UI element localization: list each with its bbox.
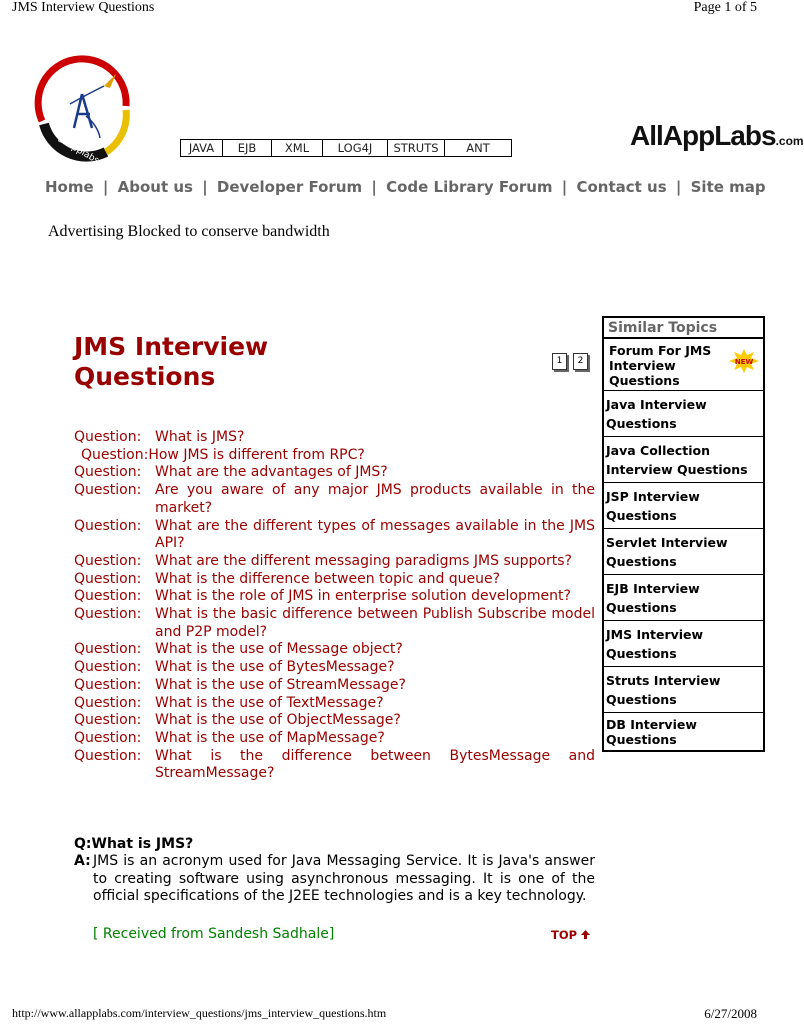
sidebar-item-forum-jms[interactable]: [604, 339, 763, 391]
question-label: Question:: [74, 552, 142, 569]
question-label: Question:: [74, 729, 142, 746]
nav-home[interactable]: Home: [45, 178, 94, 196]
nav-separator: |: [675, 178, 682, 196]
page-navigation: [552, 353, 588, 370]
question-text: What is JMS?: [155, 429, 245, 445]
question-link[interactable]: [74, 677, 595, 695]
sidebar-item-java[interactable]: Java Interview Questions: [604, 391, 763, 437]
question-link[interactable]: [74, 588, 595, 606]
question-link[interactable]: [74, 429, 595, 447]
page-1-icon[interactable]: 1: [552, 353, 567, 370]
top-link[interactable]: [551, 928, 590, 942]
question-text: What are the advantages of JMS?: [155, 464, 388, 481]
new-badge-label: NEW: [734, 358, 754, 366]
question-link[interactable]: [74, 748, 595, 783]
question-link[interactable]: [74, 482, 595, 517]
brand-name: AllAppLabs: [630, 120, 776, 151]
top-label: TOP: [551, 928, 578, 942]
question-label: Question:: [74, 659, 142, 676]
question-text: What is the basic difference between Publish Subscribe model and P2P model?: [155, 606, 595, 640]
page-title: [74, 332, 334, 392]
nav-code-library-forum[interactable]: Code Library Forum: [386, 178, 553, 196]
question-text: What is the use of ObjectMessage?: [155, 712, 401, 729]
print-page-number: Page 1 of 5: [693, 0, 757, 15]
question-link[interactable]: [74, 553, 595, 571]
nav-separator: |: [561, 178, 568, 196]
question-link[interactable]: [74, 464, 595, 482]
sidebar-item-jsp[interactable]: JSP Interview Questions: [604, 483, 763, 529]
question-label: Question:: [74, 570, 142, 587]
question-label: Question:: [74, 641, 142, 658]
page-title-line2: Questions: [74, 362, 216, 391]
allapplabs-logo[interactable]: [34, 66, 134, 167]
tab-java[interactable]: JAVA: [181, 140, 223, 156]
nav-contact-us[interactable]: Contact us: [576, 178, 667, 196]
nav-separator: |: [371, 178, 377, 196]
question-label: Question:: [81, 446, 149, 463]
question-text: What are the different types of messages available in the JMS API?: [155, 517, 595, 552]
sidebar-item-java-collection[interactable]: Java Collection Interview Questions: [604, 437, 763, 483]
page-2-icon[interactable]: 2: [573, 353, 588, 370]
question-label: Question:: [74, 429, 142, 445]
tab-log4j[interactable]: LOG4J: [323, 140, 388, 156]
advertising-notice: Advertising Blocked to conserve bandwidth: [48, 223, 330, 240]
question-label: Question:: [74, 712, 142, 729]
question-label: Question:: [74, 464, 142, 481]
logo-text: allapplabs: [55, 134, 101, 167]
answer-credit: [ Received from Sandesh Sadhale]: [93, 926, 335, 942]
question-text: What is the difference between BytesMessage and StreamMessage?: [155, 747, 595, 782]
page-title-line1: JMS Interview: [74, 332, 269, 361]
question-label: Question:: [74, 747, 142, 764]
question-text: What is the use of MapMessage?: [155, 729, 385, 746]
nav-about-us[interactable]: About us: [117, 178, 193, 196]
question-link[interactable]: [74, 730, 595, 748]
new-badge-icon: [729, 349, 759, 373]
question-label: Question:: [74, 676, 142, 693]
question-link[interactable]: [74, 518, 595, 553]
sidebar-item-label: Forum For JMS Interview Questions: [609, 343, 712, 388]
tab-ejb[interactable]: EJB: [223, 140, 272, 156]
sidebar-item-servlet[interactable]: Servlet Interview Questions: [604, 529, 763, 575]
main-nav: [45, 178, 766, 196]
question-link[interactable]: [74, 712, 595, 730]
question-text: How JMS is different from RPC?: [148, 446, 365, 463]
nav-developer-forum[interactable]: Developer Forum: [216, 178, 363, 196]
question-label: Question:: [74, 482, 142, 499]
question-list: [74, 429, 595, 783]
question-link[interactable]: [74, 447, 595, 465]
sidebar-item-jms[interactable]: JMS Interview Questions: [604, 621, 763, 667]
answer-label: A:: [74, 853, 91, 869]
nav-separator: |: [202, 178, 208, 196]
nav-separator: |: [102, 178, 109, 196]
question-text: What is the use of Message object?: [155, 641, 403, 658]
answer-text: JMS is an acronym used for Java Messaging Service. It is Java's answer to creating software using asynchronous messaging. It is one of the official specifications of the J2EE technologies and is a key technology.: [93, 853, 595, 905]
arrow-up-icon: [581, 930, 590, 939]
topic-tabs: [180, 139, 512, 157]
print-footer-date: 6/27/2008: [704, 1006, 757, 1021]
question-text: Are you aware of any major JMS products available in the market?: [155, 482, 595, 516]
logo-emblem-icon: [34, 66, 134, 167]
sidebar-item-ejb[interactable]: EJB Interview Questions: [604, 575, 763, 621]
print-footer-url: http://www.allapplabs.com/interview_questions/jms_interview_questions.htm: [12, 1006, 387, 1020]
sidebar-item-struts[interactable]: Struts Interview Questions: [604, 667, 763, 713]
question-link[interactable]: [74, 641, 595, 659]
question-text: What is the use of StreamMessage?: [155, 676, 406, 693]
question-label: Question:: [74, 517, 142, 534]
question-text: What is the use of BytesMessage?: [155, 659, 395, 676]
tab-xml[interactable]: XML: [272, 140, 323, 156]
print-header-title: JMS Interview Questions: [12, 0, 155, 15]
question-text: What is the role of JMS in enterprise solution development?: [155, 588, 571, 605]
tab-struts[interactable]: STRUTS: [388, 140, 445, 156]
question-text: What is the difference between topic and queue?: [155, 570, 501, 587]
sidebar-item-db[interactable]: DB Interview Questions: [606, 717, 697, 747]
question-link[interactable]: [74, 695, 595, 713]
allapplabs-wordmark[interactable]: [630, 120, 804, 152]
brand-suffix: .com: [775, 134, 804, 148]
similar-topics-panel: [602, 316, 765, 752]
question-link[interactable]: [74, 606, 595, 641]
nav-site-map[interactable]: Site map: [690, 178, 766, 196]
question-link[interactable]: [74, 571, 595, 589]
question-label: Question:: [74, 606, 142, 623]
question-link[interactable]: [74, 659, 595, 677]
similar-topics-title: Similar Topics: [604, 318, 763, 339]
question-text: What are the different messaging paradigms JMS supports?: [155, 552, 572, 569]
question-text: What is the use of TextMessage?: [155, 694, 384, 711]
tab-ant[interactable]: ANT: [466, 141, 490, 155]
question-label: Question:: [74, 694, 142, 711]
question-label: Question:: [74, 588, 142, 605]
answer-question-heading: Q:What is JMS?: [74, 836, 194, 852]
